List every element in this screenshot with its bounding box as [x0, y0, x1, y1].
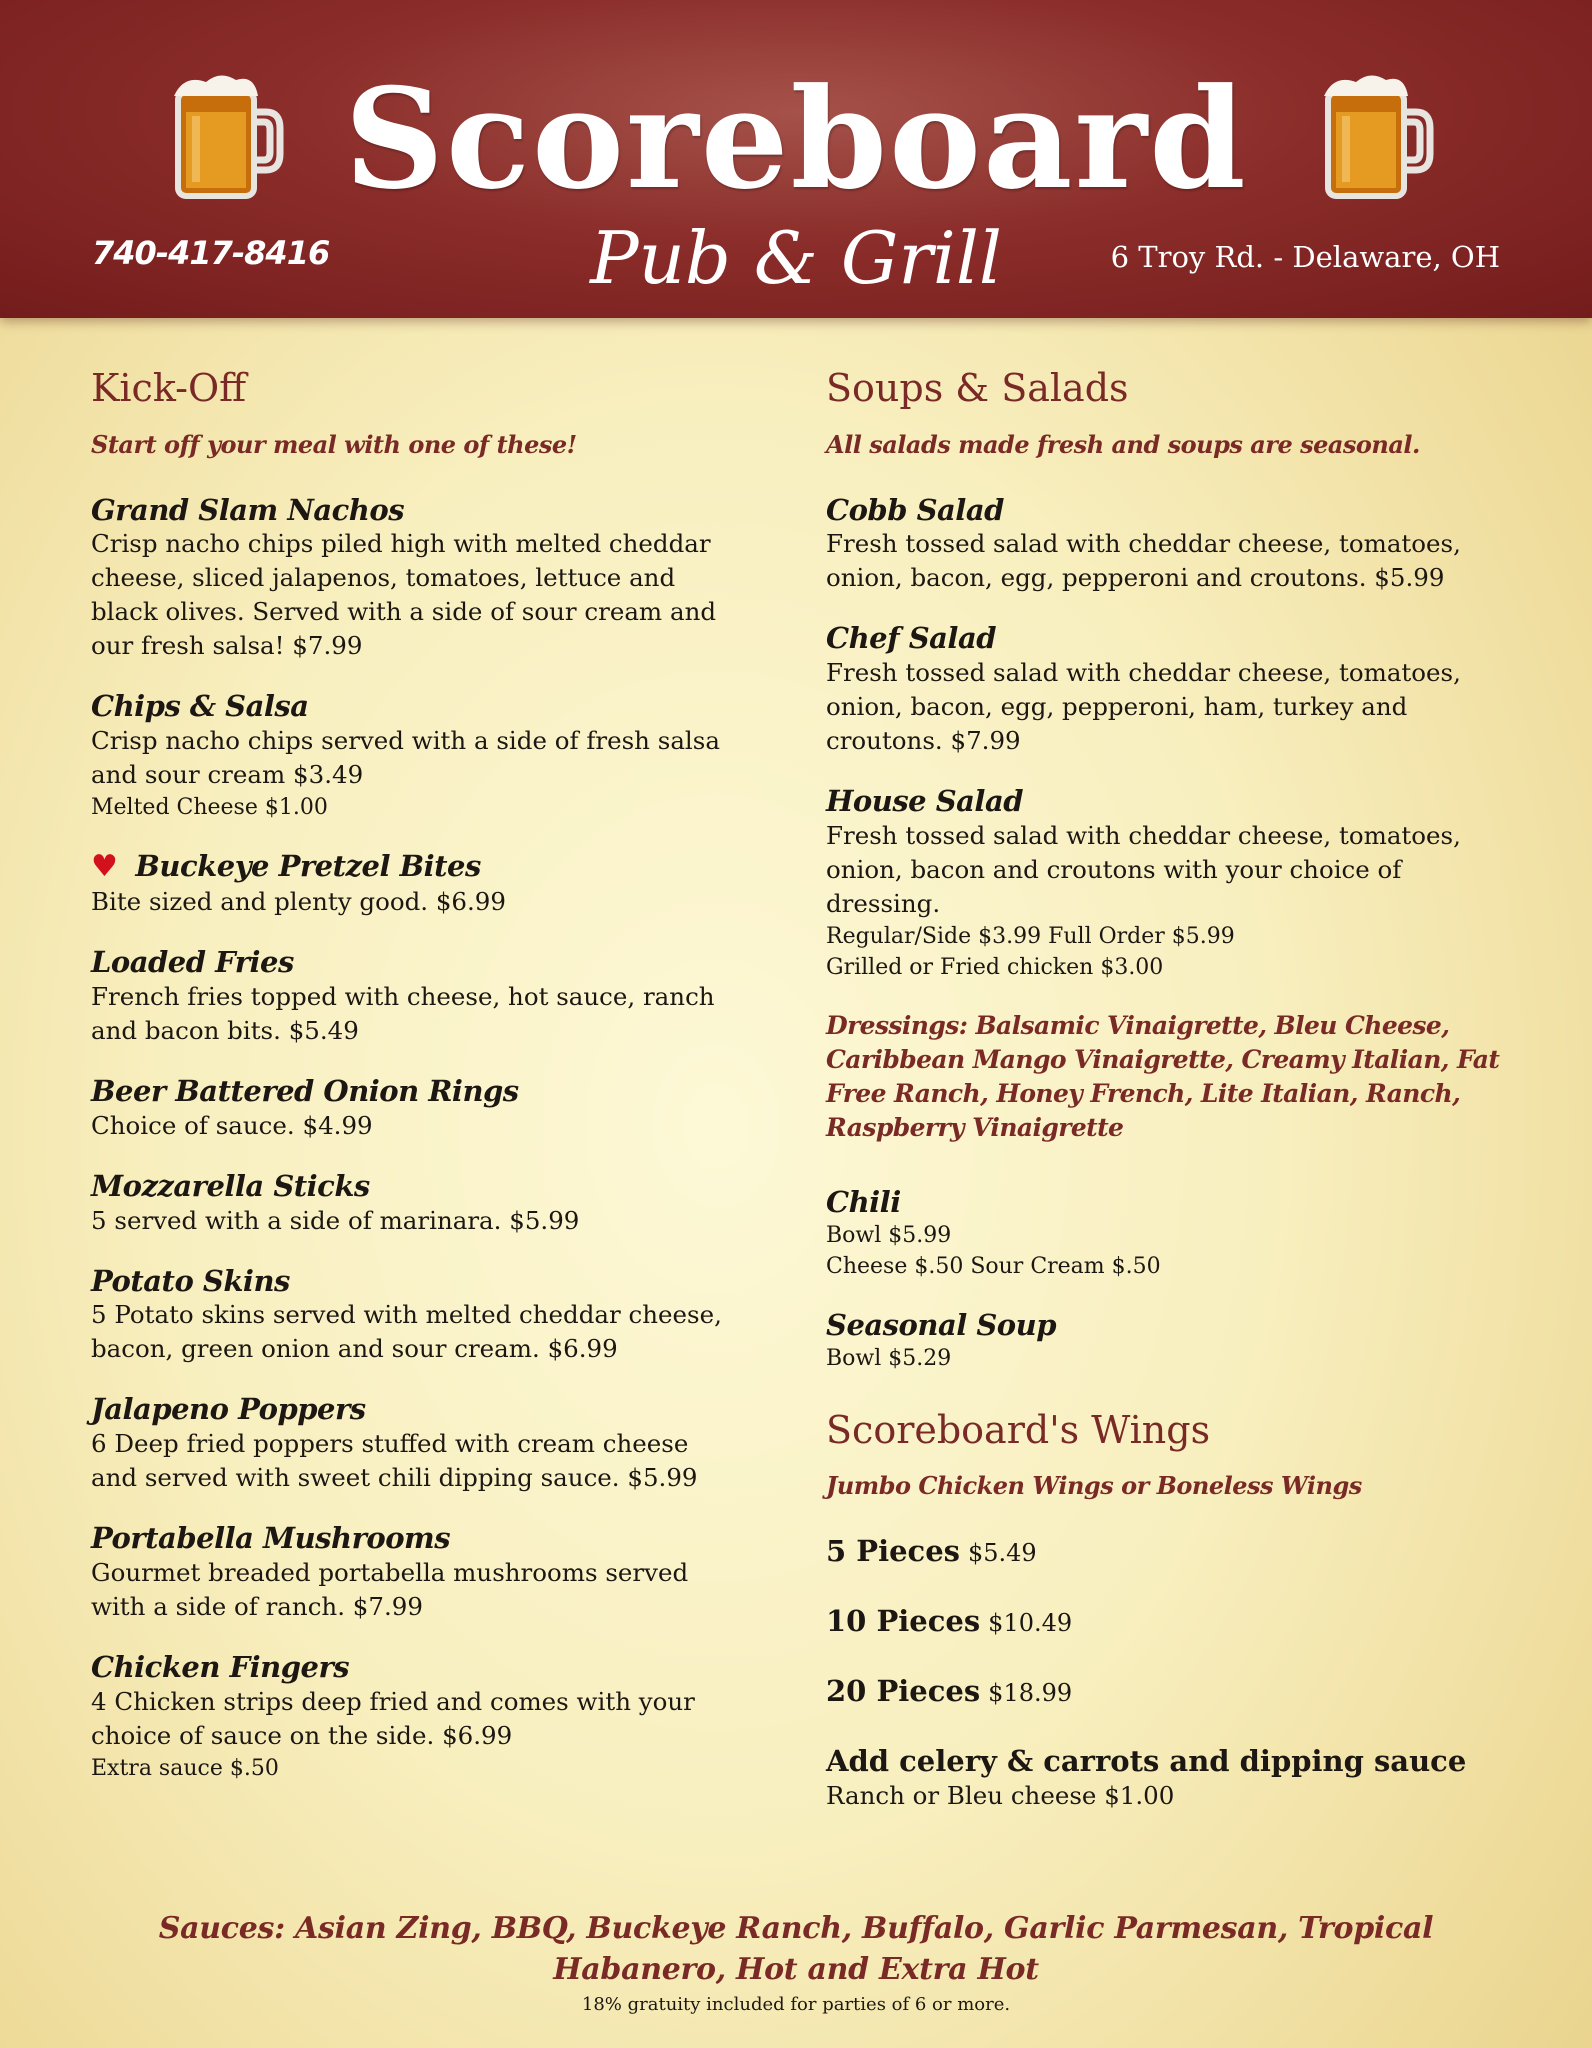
- heart-icon: ♥: [91, 849, 118, 885]
- item-name: Chips & Salsa: [91, 689, 309, 724]
- item-note: Regular/Side $3.99 Full Order $5.99: [826, 923, 1235, 949]
- addon-description: Ranch or Bleu cheese $1.00: [826, 1780, 1175, 1810]
- item-name: House Salad: [826, 784, 1024, 819]
- sauces-line: Sauces: Asian Zing, BBQ, Buckeye Ranch, Buffalo, Garlic Parmesan, Tropical: [158, 1911, 1434, 1946]
- section-tagline: All salads made fresh and soups are seasonal.: [826, 429, 1420, 459]
- menu-item: [91, 945, 731, 1048]
- menu-item: [91, 493, 731, 664]
- restaurant-name: Scoreboard: [344, 57, 1248, 220]
- item-description: Fresh tossed salad with cheddar cheese, tomatoes, onion, bacon and croutons with your choice of dressing.: [826, 820, 1461, 918]
- item-note: Grilled or Fried chicken $3.00: [826, 954, 1164, 980]
- wing-option: [826, 1674, 1506, 1708]
- item-name: Potato Skins: [91, 1263, 290, 1298]
- item-description: 5 Potato skins served with melted cheddar cheese, bacon, green onion and sour cream. $6.99: [91, 1300, 722, 1364]
- wing-price: $10.49: [988, 1609, 1073, 1638]
- item-name: Portabella Mushrooms: [91, 1521, 451, 1556]
- sauces-list: [0, 1908, 1592, 1990]
- item-name: Buckeye Pretzel Bites: [135, 849, 481, 884]
- menu-item: [826, 621, 1506, 758]
- item-description: 5 served with a side of marinara. $5.99: [91, 1205, 580, 1235]
- menu-item: [91, 849, 731, 919]
- item-description: Crisp nacho chips served with a side of fresh salsa and sour cream $3.49: [91, 726, 720, 790]
- item-name: Jalapeno Poppers: [91, 1392, 366, 1427]
- item-name: Seasonal Soup: [826, 1307, 1056, 1342]
- gratuity-note: 18% gratuity included for parties of 6 or more.: [581, 1994, 1011, 2015]
- item-name: Cobb Salad: [826, 492, 1004, 527]
- item-description: Bite sized and plenty good. $6.99: [91, 887, 506, 917]
- dressings-list: Dressings: Balsamic Vinaigrette, Bleu Cheese, Caribbean Mango Vinaigrette, Creamy Italian, Fat Free Ranch, Honey French, Lite Italian, Ranch, Raspberry Vinaigrette: [826, 1010, 1500, 1142]
- menu-item: [91, 1392, 731, 1495]
- item-note: Extra sauce $.50: [91, 1755, 279, 1781]
- menu-item: [91, 689, 731, 823]
- wing-label: 10 Pieces: [826, 1604, 981, 1639]
- section-title-kickoff: Kick-Off: [91, 366, 247, 410]
- menu-item: [826, 784, 1506, 983]
- menu-item: [91, 1521, 731, 1624]
- item-description: Gourmet breaded portabella mushrooms served with a side of ranch. $7.99: [91, 1557, 689, 1621]
- item-name: Mozzarella Sticks: [91, 1168, 370, 1203]
- item-description: Crisp nacho chips piled high with melted cheddar cheese, sliced jalapenos, tomatoes, lettuce and black olives. Served with a side of sour cream and our fresh salsa! $7.99: [91, 529, 717, 661]
- section-tagline: Start off your meal with one of these!: [91, 429, 577, 459]
- soups-wings-column: [826, 366, 1506, 1813]
- item-note: Bowl $5.29: [826, 1345, 952, 1371]
- menu-item: [826, 1185, 1506, 1282]
- item-description: French fries topped with cheese, hot sauce, ranch and bacon bits. $5.49: [91, 981, 715, 1045]
- item-note: Cheese $.50 Sour Cream $.50: [826, 1253, 1161, 1279]
- wing-price: $18.99: [988, 1679, 1073, 1708]
- item-description: Fresh tossed salad with cheddar cheese, tomatoes, onion, bacon, egg, pepperoni, ham, turkey and croutons. $7.99: [826, 658, 1461, 756]
- item-name: Chili: [826, 1184, 901, 1219]
- menu-item: [91, 1074, 731, 1143]
- item-note: Bowl $5.99: [826, 1222, 952, 1248]
- section-title-soups: Soups & Salads: [826, 366, 1129, 410]
- item-name: Loaded Fries: [91, 945, 294, 980]
- wing-price: $5.49: [967, 1539, 1037, 1568]
- item-name: Chicken Fingers: [91, 1649, 350, 1684]
- item-description: Fresh tossed salad with cheddar cheese, tomatoes, onion, bacon, egg, pepperoni and croutons. $5.99: [826, 529, 1461, 593]
- menu-item: [826, 493, 1506, 596]
- phone-number: 740-417-8416: [92, 234, 330, 272]
- address: 6 Troy Rd. - Delaware, OH: [1110, 240, 1500, 274]
- wing-label: 20 Pieces: [826, 1674, 981, 1709]
- section-title-wings: Scoreboard's Wings: [826, 1407, 1211, 1452]
- item-description: 6 Deep fried poppers stuffed with cream cheese and served with sweet chili dipping sauce. $5.99: [91, 1429, 698, 1493]
- sauces-line: Habanero, Hot and Extra Hot: [553, 1952, 1039, 1987]
- menu-item: [91, 1650, 731, 1784]
- item-name: Grand Slam Nachos: [91, 492, 405, 527]
- item-name: Beer Battered Onion Rings: [91, 1073, 519, 1108]
- wing-option: [826, 1604, 1506, 1638]
- wing-label: 5 Pieces: [826, 1534, 960, 1569]
- menu-item: [826, 1308, 1506, 1374]
- item-name: Chef Salad: [826, 621, 997, 656]
- item-description: 4 Chicken strips deep fried and comes with your choice of sauce on the side. $6.99: [91, 1686, 695, 1750]
- menu-item: [91, 1169, 731, 1238]
- menu-item: [91, 1264, 731, 1367]
- item-description: Choice of sauce. $4.99: [91, 1110, 373, 1140]
- wing-option: [826, 1534, 1506, 1568]
- addon-title: Add celery & carrots and dipping sauce: [826, 1744, 1467, 1779]
- header-banner: [0, 0, 1592, 318]
- item-note: Melted Cheese $1.00: [91, 795, 328, 821]
- section-tagline: Jumbo Chicken Wings or Boneless Wings: [826, 1471, 1362, 1501]
- kickoff-column: [91, 366, 731, 1810]
- restaurant-subtitle: Pub & Grill: [590, 216, 1002, 300]
